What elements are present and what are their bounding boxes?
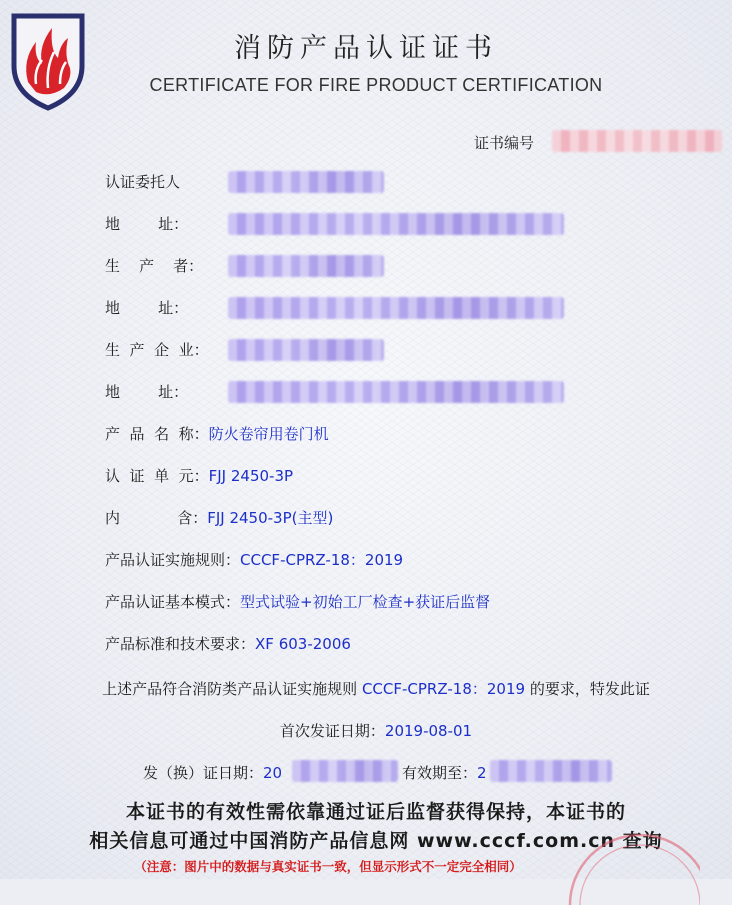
field-row-mode [105, 591, 490, 613]
manufacturer-address-redacted [228, 297, 564, 319]
validity-notice-line1: 本证书的有效性需依靠通过证后监督获得保持，本证书的 [125, 801, 626, 823]
manufacturer-redacted [228, 255, 384, 277]
statement-rule: CCCF-CPRZ-18：2019 [361, 680, 526, 698]
field-row-contains [105, 507, 333, 529]
disclaimer-note: （注意：图片中的数据与真实证书一致，但显示形式不一定完全相同） [134, 859, 522, 874]
field-label: 内 含： [105, 509, 208, 527]
mode-value: 型式试验+初始工厂检查+获证后监督 [240, 593, 491, 611]
field-label: 产品认证基本模式： [105, 593, 241, 611]
first-issue-label: 首次发证日期： [279, 722, 385, 740]
field-label: 认 证 单 元： [105, 467, 209, 485]
field-row-rules [105, 549, 403, 571]
issue-value-prefix: 20 [263, 764, 283, 782]
issue-date-redacted [292, 760, 398, 782]
field-label: 认证委托人 [105, 173, 181, 191]
field-row-manufacturer [105, 255, 203, 277]
issue-label: 发（换）证日期： [143, 764, 264, 782]
unit-value: FJJ 2450-3P [208, 467, 294, 485]
applicant-redacted [228, 171, 384, 193]
field-label: 产品标准和技术要求： [105, 635, 256, 653]
statement-suffix: 的要求，特发此证 [525, 680, 650, 698]
applicant-address-redacted [228, 213, 564, 235]
certificate-title-en: CERTIFICATE FOR FIRE PRODUCT CERTIFICATION [149, 75, 603, 95]
field-label: 生 产 者： [105, 257, 204, 275]
field-row-product-name [105, 423, 329, 445]
field-label: 生 产 企 业： [105, 341, 209, 359]
certificate-title-cn: 消防产品认证证书 [234, 33, 498, 64]
statement-prefix: 上述产品符合消防类产品认证实施规则 [102, 680, 362, 698]
field-row-unit [105, 465, 293, 487]
product-name-value: 防火卷帘用卷门机 [208, 425, 329, 443]
conformity-statement [0, 678, 732, 699]
field-row-manufacturer-address [105, 297, 188, 319]
field-label: 地 址： [105, 383, 189, 401]
valid-label: 有效期至： [402, 764, 478, 782]
field-label: 产品认证实施规则： [105, 551, 241, 569]
rules-value: CCCF-CPRZ-18：2019 [240, 551, 404, 569]
field-row-factory [105, 339, 209, 361]
valid-value-prefix: 2 [477, 764, 487, 782]
field-row-applicant [105, 171, 180, 193]
field-row-factory-address [105, 381, 188, 403]
certificate-number-redacted [552, 130, 722, 152]
certificate-number-label: 证书编号 [474, 134, 535, 152]
field-label: 地 址： [105, 299, 189, 317]
validity-notice-line2: 相关信息可通过中国消防产品信息网 www.cccf.com.cn 查询 [89, 830, 663, 852]
factory-address-redacted [228, 381, 564, 403]
standard-value: XF 603-2006 [255, 635, 351, 653]
first-issue-value: 2019-08-01 [384, 722, 473, 740]
field-row-standard [105, 633, 351, 655]
field-label: 地 址： [105, 215, 189, 233]
field-row-applicant-address [105, 213, 188, 235]
field-label: 产 品 名 称： [105, 425, 209, 443]
issue-date-row [143, 762, 282, 783]
valid-date-redacted [490, 760, 612, 782]
factory-redacted [228, 339, 384, 361]
contains-value: FJJ 2450-3P(主型) [207, 509, 334, 527]
first-issue-date [0, 720, 732, 741]
valid-until-row [402, 762, 487, 783]
